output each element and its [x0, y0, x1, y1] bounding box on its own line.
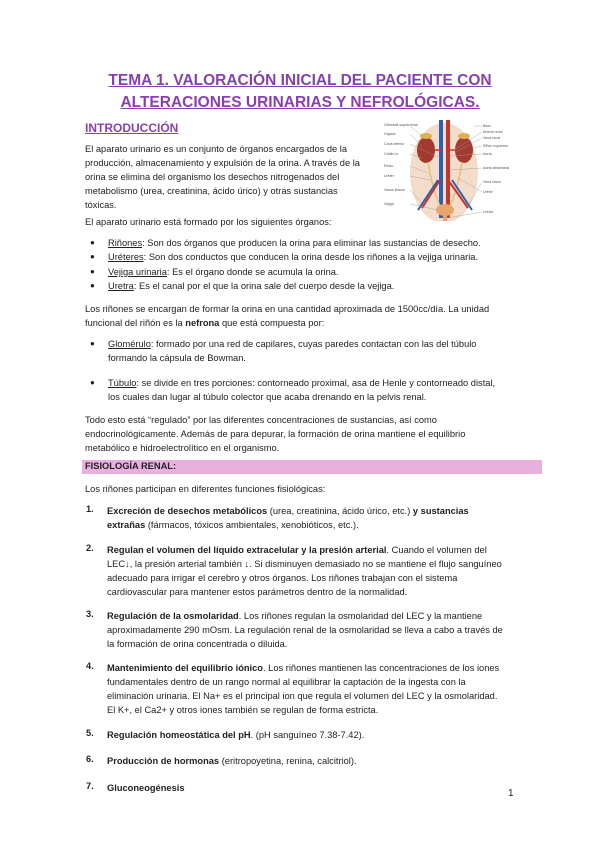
list-item: ● Riñones: Son dos órganos que producen la orina para eliminar las sustancias de desecho. — [90, 238, 481, 248]
figure-label: Aorta abdominal — [483, 166, 510, 170]
list-number: 3. — [86, 609, 94, 619]
document-title-line-2: ALTERACIONES URINARIAS Y NEFROLÓGICAS. — [120, 94, 480, 111]
organ-name: Riñones — [108, 238, 143, 248]
figure-label: Cúbito iz. — [384, 152, 399, 156]
intro-paragraph — [85, 142, 375, 212]
organ-desc: : Son dos órganos que producen la orina para eliminar las sustancias de desecho. — [142, 238, 481, 248]
organ-name: Uréteres — [108, 252, 144, 263]
kidneys-paragraph — [85, 302, 545, 330]
regulated-paragraph: Todo esto está “regulado” por las diferentes concentraciones de sustancias, así como endocrinológicamente. Además de para depurar, la formación de orina mantiene el equilibrio metabólico e hidroelectrolítico en el organismo. — [85, 415, 466, 453]
list-item: ● Vejiga urinaria: Es el órgano donde se acumula la orina. — [90, 266, 339, 277]
physiology-item-2: Regulan el volumen del líquido extracelular y la presión arterial. Cuando el volumen del LEC↓, la presión arterial también ↓. Si disminuyen demasiado no se mantiene el flujo sanguíneo adecuado para irrigar el cerebro y otros órganos. Los riñones trabajan con el sistema cardiovascular para mantener estos parámetros dentro de la normalidad. — [107, 545, 502, 597]
figure-label: Vena ilíaca — [483, 180, 501, 184]
list-item: ● Glomérulo: formado por una red de capilares, cuyas paredes contactan con las del túbulo formando la cápsula de Bowman. — [90, 339, 477, 364]
nephron-list-2 — [85, 376, 545, 405]
nephron-part-name: Túbulo — [108, 378, 137, 388]
physiology-item-1: Excreción de desechos metabólicos (urea, creatinina, ácido úrico, etc.) y sustancias extrañas (fármacos, tóxicos ambientales, xenobióticos, etc.). — [107, 506, 469, 530]
intro-line: producción, almacenamiento y expulsión de la orina. A través de la — [85, 158, 360, 168]
figure-label: Cava inferior — [384, 142, 405, 146]
figure-label: Arteria renal — [483, 130, 503, 134]
organ-desc: : Es el canal por el que la orina sale del cuerpo desde la vejiga. — [133, 281, 395, 292]
urinary-system-figure — [382, 118, 532, 221]
intro-line: metabolismo (urea, creatinina, ácido úrico) y otras sustancias — [85, 186, 338, 196]
organs-list — [85, 236, 545, 294]
organ-name: Vejiga urinaria — [108, 266, 167, 277]
organs-intro: El aparato urinario está formado por los siguientes órganos: — [85, 217, 332, 227]
figure-label: Riñón izquierdo — [483, 144, 508, 148]
document-title-line-1: TEMA 1. VALORACIÓN INICIAL DEL PACIENTE CON — [108, 72, 492, 89]
kidneys-line: Los riñones se encargan de formar la orina en una cantidad aproximada de 1500cc/día. La unidad — [85, 304, 490, 314]
figure-label: Vasos ilíacos — [384, 188, 405, 192]
list-number: 7. — [86, 781, 94, 791]
physiology-intro: Los riñones participan en diferentes funciones fisiológicas: — [85, 484, 326, 494]
organ-desc: : Es el órgano donde se acumula la orina. — [166, 266, 339, 277]
figure-label: Aorta — [483, 152, 492, 156]
list-item: ● Uretra: Es el canal por el que la orina sale del cuerpo desde la vejiga. — [90, 281, 395, 292]
list-number: 1. — [86, 504, 94, 514]
list-item: ● Uréteres: Son dos conductos que conducen la orina desde los riñones a la vejiga urinaria. — [90, 252, 479, 263]
figure-label: Vena renal — [483, 136, 501, 140]
section-heading-introduccion: INTRODUCCIÓN — [85, 121, 179, 135]
physiology-item-6: Producción de hormonas (eritropoyetina, renina, calcitriol). — [107, 756, 357, 766]
organ-desc: : Son dos conductos que conducen la orina desde los riñones a la vejiga urinaria. — [143, 252, 479, 263]
organ-name: Uretra — [108, 281, 134, 292]
physiology-item-4: Mantenimiento del equilibrio iónico. Los riñones mantienen las concentraciones de los iones fundamentales dentro de un rango normal al equilibrar la captación de la ingesta con la eliminación urinaria. El Na+ es el principal ion que regula el volumen del LEC y la osmolaridad. El K+, el Ca2+ y otros iones también se regulan de forma estricta. — [107, 663, 500, 715]
intro-line: orina se elimina del organismo los desechos nitrogenados del — [85, 172, 340, 182]
kidneys-line: funcional del riñón es la nefrona que está compuesta por: — [85, 318, 325, 328]
intro-line: tóxicas. — [85, 200, 117, 210]
list-item: ● Túbulo: se divide en tres porciones: contorneado proximal, asa de Henle y contorneado distal, los cuales dan lugar al túbulo colector que acaba drenando en la pelvis renal. — [90, 378, 496, 403]
figure-label: Uréter — [483, 190, 493, 194]
page-number: 1 — [508, 788, 514, 799]
list-number: 4. — [86, 661, 94, 671]
physiology-item-3: Regulación de la osmolaridad. Los riñones regulan la osmolaridad del LEC y la mantiene aproximadamente 290 mOsm. La regulación renal de la osmolaridad se lleva a cabo a través de la formación de orina concentrada o diluida. — [107, 611, 503, 649]
urinary-anatomy-illustration — [382, 118, 532, 221]
figure-label: Vejiga — [384, 202, 394, 206]
nephron-part-name: Glomérulo — [108, 339, 151, 349]
physiology-item-5: Regulación homeostática del pH. (pH sanguíneo 7.38-7.42). — [107, 730, 365, 740]
section-heading-fisiologia: FISIOLOGÍA RENAL: — [82, 460, 542, 474]
intro-line: El aparato urinario es un conjunto de órganos encargados de la — [85, 144, 348, 154]
list-number: 6. — [86, 754, 94, 764]
figure-label: Hígado — [384, 132, 396, 136]
figure-label: Recto — [384, 164, 394, 168]
figure-label: Uretra — [483, 210, 493, 214]
list-number: 2. — [86, 543, 94, 553]
figure-label: Glándula suprarrenal — [384, 123, 418, 127]
figure-label: Uréter — [384, 174, 394, 178]
nephron-list — [85, 337, 545, 366]
list-number: 5. — [86, 728, 94, 738]
figure-label: Bazo — [483, 124, 492, 128]
physiology-item-7: Gluconeogénesis — [107, 783, 185, 793]
